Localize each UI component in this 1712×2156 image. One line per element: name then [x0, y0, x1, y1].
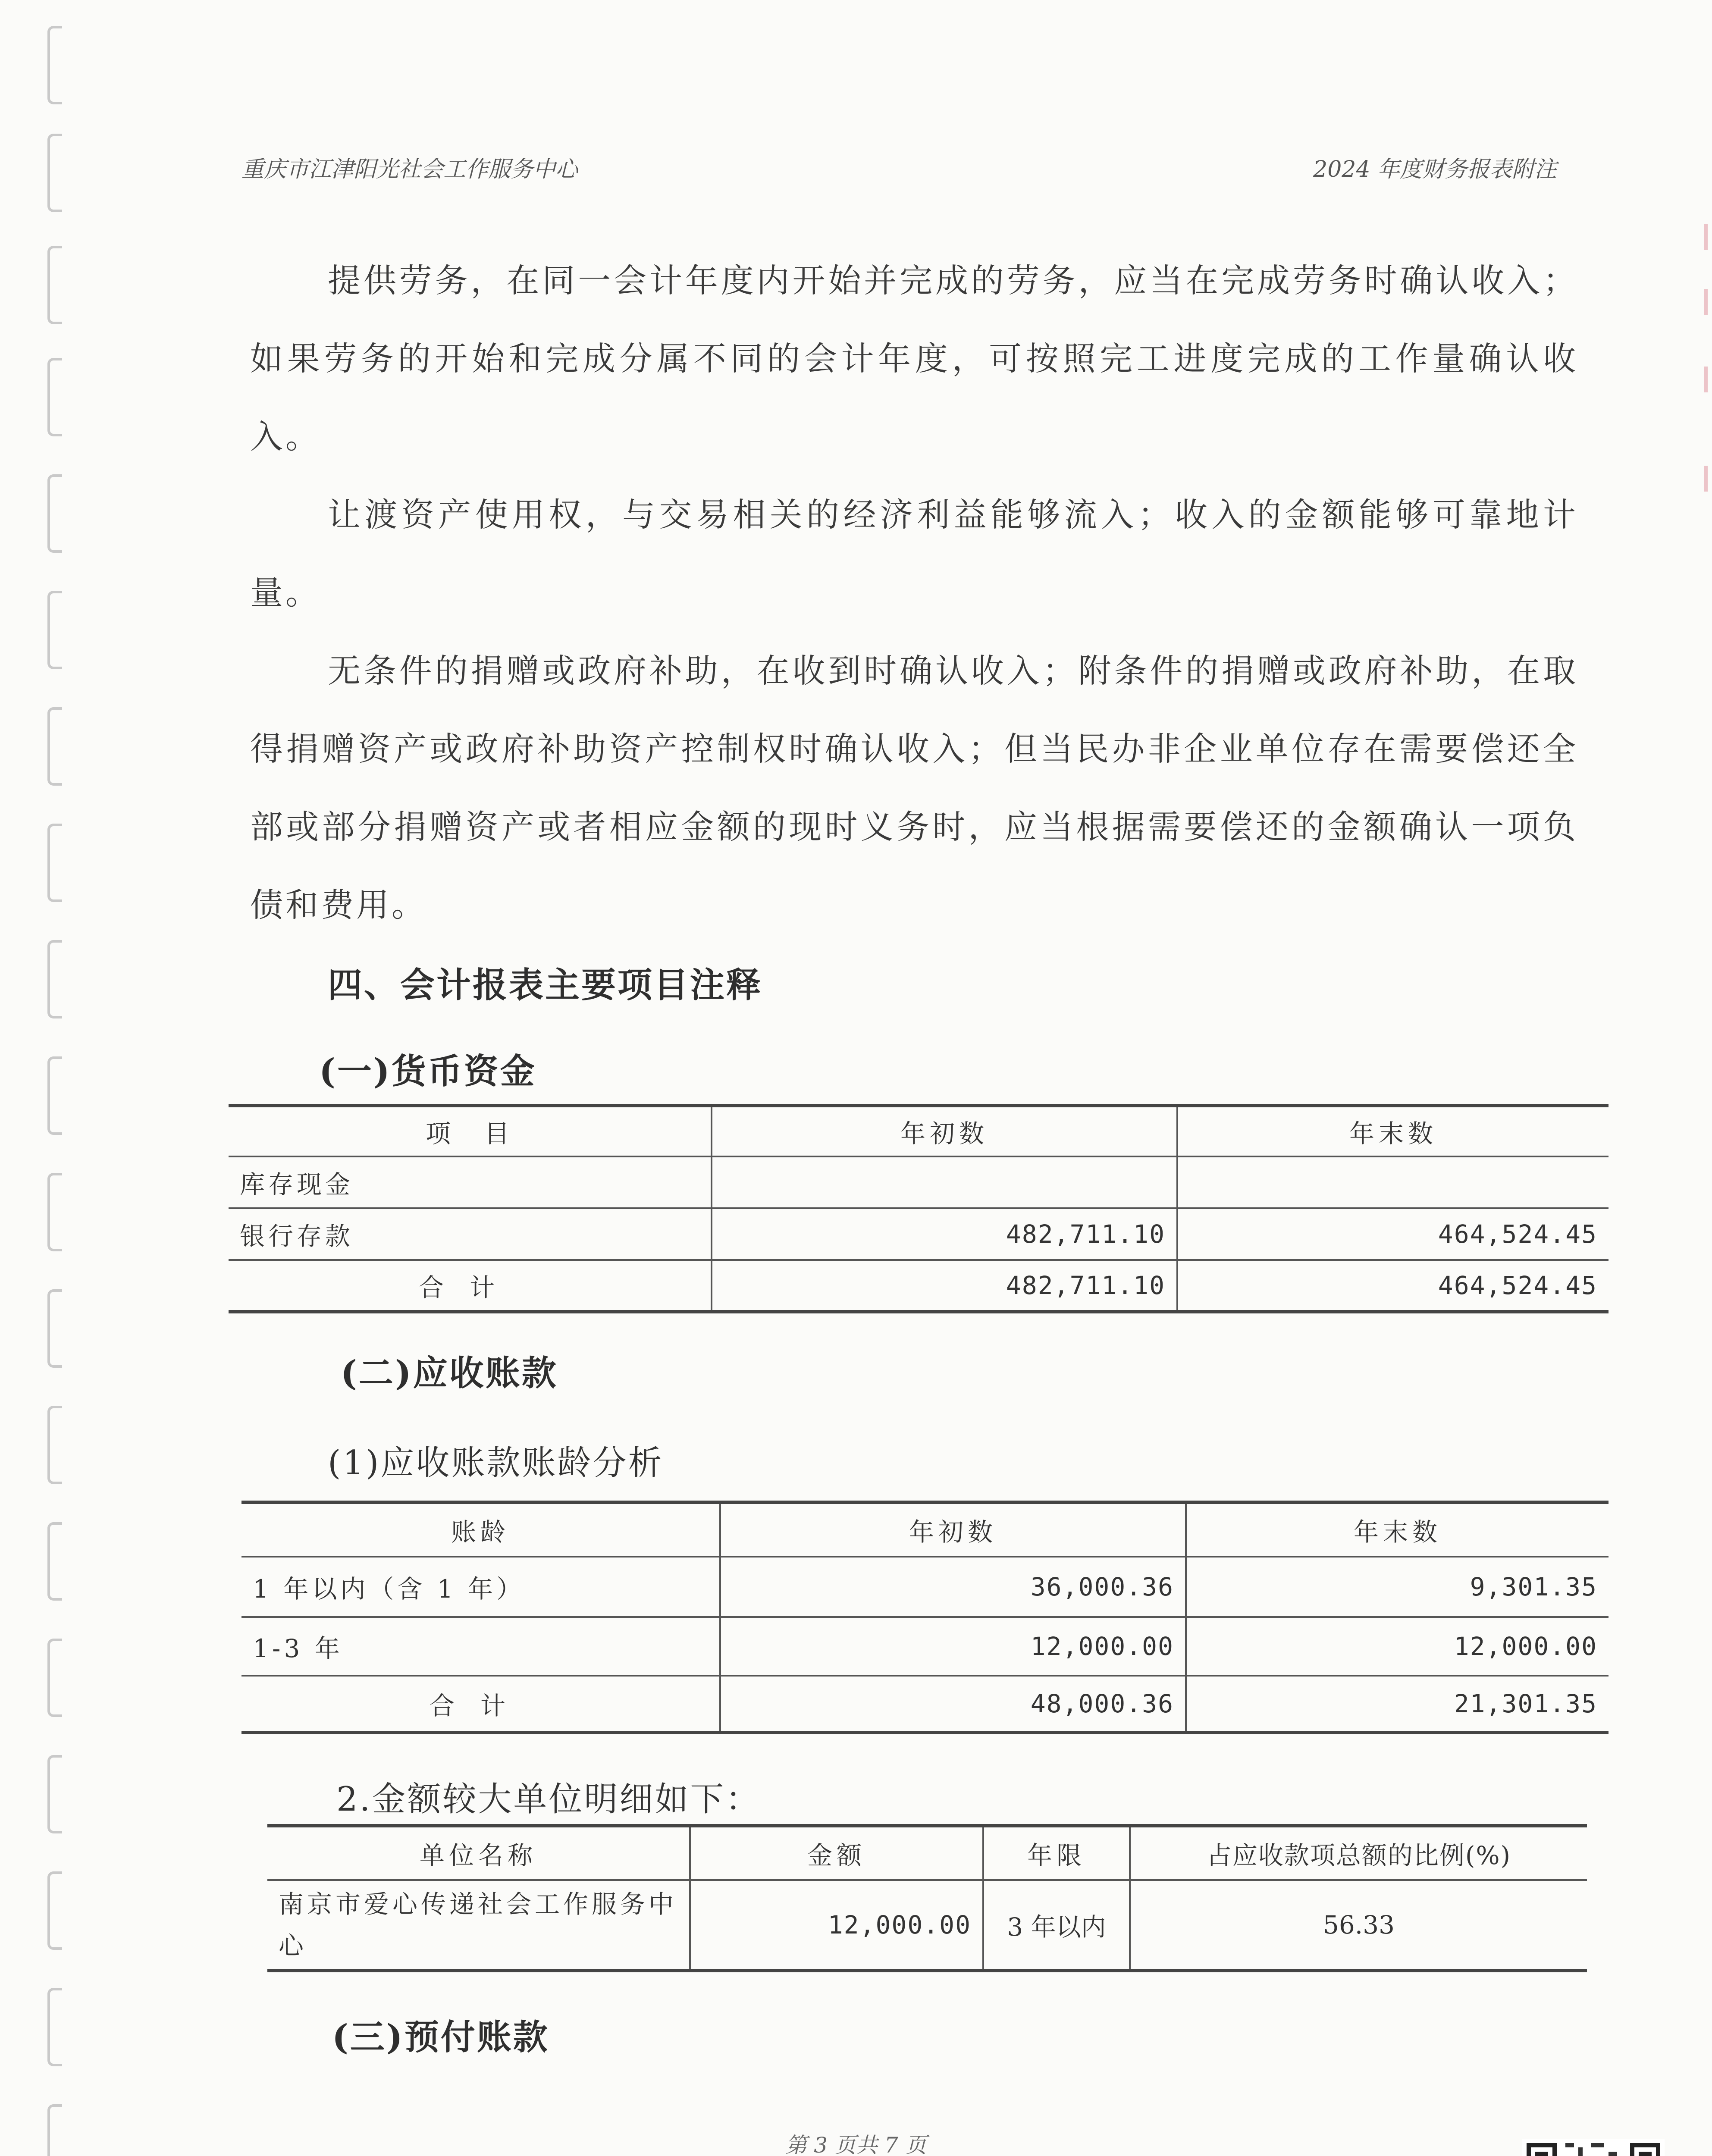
col-header-age: 账龄	[241, 1502, 720, 1557]
header-org: 重庆市江津阳光社会工作服务中心	[241, 157, 578, 182]
paragraph-donations: 无条件的捐赠或政府补助，在收到时确认收入；附条件的捐赠或政府补助，在取得捐赠资产或政府补助资产控制权时确认收入；但当民办非企业单位存在需要偿还全部或部分捐赠资产或者相应金额的现时义务时，应当根据需要偿还的金额确认一项负债和费用。	[250, 652, 1578, 924]
cash-table	[229, 1104, 1609, 1313]
cell-begin: 48,000.36	[720, 1676, 1186, 1733]
header-doc-title: 2024 年度财务报表附注	[1313, 157, 1557, 182]
col-header-item: 项 目	[229, 1106, 712, 1156]
cash-title: (一)货币资金	[319, 1051, 536, 1091]
table-row	[241, 1557, 1609, 1617]
cell-end: 464,524.45	[1177, 1208, 1609, 1260]
col-header-amount: 金额	[690, 1826, 983, 1880]
table-row-total	[241, 1676, 1609, 1733]
table-row-total	[229, 1260, 1609, 1312]
binding-holes	[34, 0, 73, 2156]
cell-begin: 482,711.10	[712, 1260, 1177, 1312]
cell-begin	[712, 1156, 1177, 1208]
cell-end	[1177, 1156, 1609, 1208]
cell-end: 21,301.35	[1186, 1676, 1609, 1733]
table-row	[229, 1208, 1609, 1260]
table-row	[241, 1617, 1609, 1676]
cell-end: 12,000.00	[1186, 1617, 1609, 1676]
col-header-end: 年末数	[1177, 1106, 1609, 1156]
col-header-end: 年末数	[1186, 1502, 1609, 1557]
table-row	[229, 1156, 1609, 1208]
row-label: 合计	[229, 1260, 712, 1312]
receivables-title: (二)应收账款	[341, 1353, 558, 1393]
prepaid-title: (三)预付账款	[332, 2017, 549, 2057]
page-header	[241, 151, 1557, 185]
paragraph-asset-use: 让渡资产使用权，与交易相关的经济利益能够流入；收入的金额能够可靠地计量。	[250, 495, 1578, 612]
cell-amount: 12,000.00	[690, 1880, 983, 1971]
col-header-term: 年限	[983, 1826, 1130, 1880]
col-header-begin: 年初数	[712, 1106, 1177, 1156]
cell-ratio: 56.33	[1130, 1880, 1587, 1971]
cell-end: 9,301.35	[1186, 1557, 1609, 1617]
cell-begin: 482,711.10	[712, 1208, 1177, 1260]
aging-title: (1)应收账款账龄分析	[328, 1444, 664, 1482]
detail-table	[267, 1824, 1587, 1972]
body-paragraphs	[250, 241, 1578, 944]
cell-unit-name: 南京市爱心传递社会工作服务中心	[267, 1880, 690, 1971]
row-label: 银行存款	[229, 1208, 712, 1260]
table-row	[267, 1880, 1587, 1971]
row-label: 合计	[241, 1676, 720, 1733]
page-number: 第 3 页共 7 页	[785, 2133, 927, 2156]
detail-title: 2.金额较大单位明细如下：	[336, 1780, 761, 1819]
cell-end: 464,524.45	[1177, 1260, 1609, 1312]
row-label: 1 年以内（含 1 年）	[241, 1557, 720, 1617]
col-header-ratio: 占应收款项总额的比例(%)	[1130, 1826, 1587, 1880]
col-header-unit: 单位名称	[267, 1826, 690, 1880]
cell-begin: 36,000.36	[720, 1557, 1186, 1617]
row-label: 1-3 年	[241, 1617, 720, 1676]
qr-code-icon	[1522, 2139, 1665, 2156]
section-title: 四、会计报表主要项目注释	[328, 965, 762, 1005]
paragraph-services: 提供劳务，在同一会计年度内开始并完成的劳务，应当在完成劳务时确认收入；如果劳务的开始和完成分属不同的会计年度，可按照完工进度完成的工作量确认收入。	[250, 261, 1578, 456]
cell-term: 3 年以内	[983, 1880, 1130, 1971]
row-label: 库存现金	[229, 1156, 712, 1208]
seal-edge-marks	[1695, 224, 1712, 569]
aging-table	[241, 1501, 1609, 1734]
col-header-begin: 年初数	[720, 1502, 1186, 1557]
cell-begin: 12,000.00	[720, 1617, 1186, 1676]
